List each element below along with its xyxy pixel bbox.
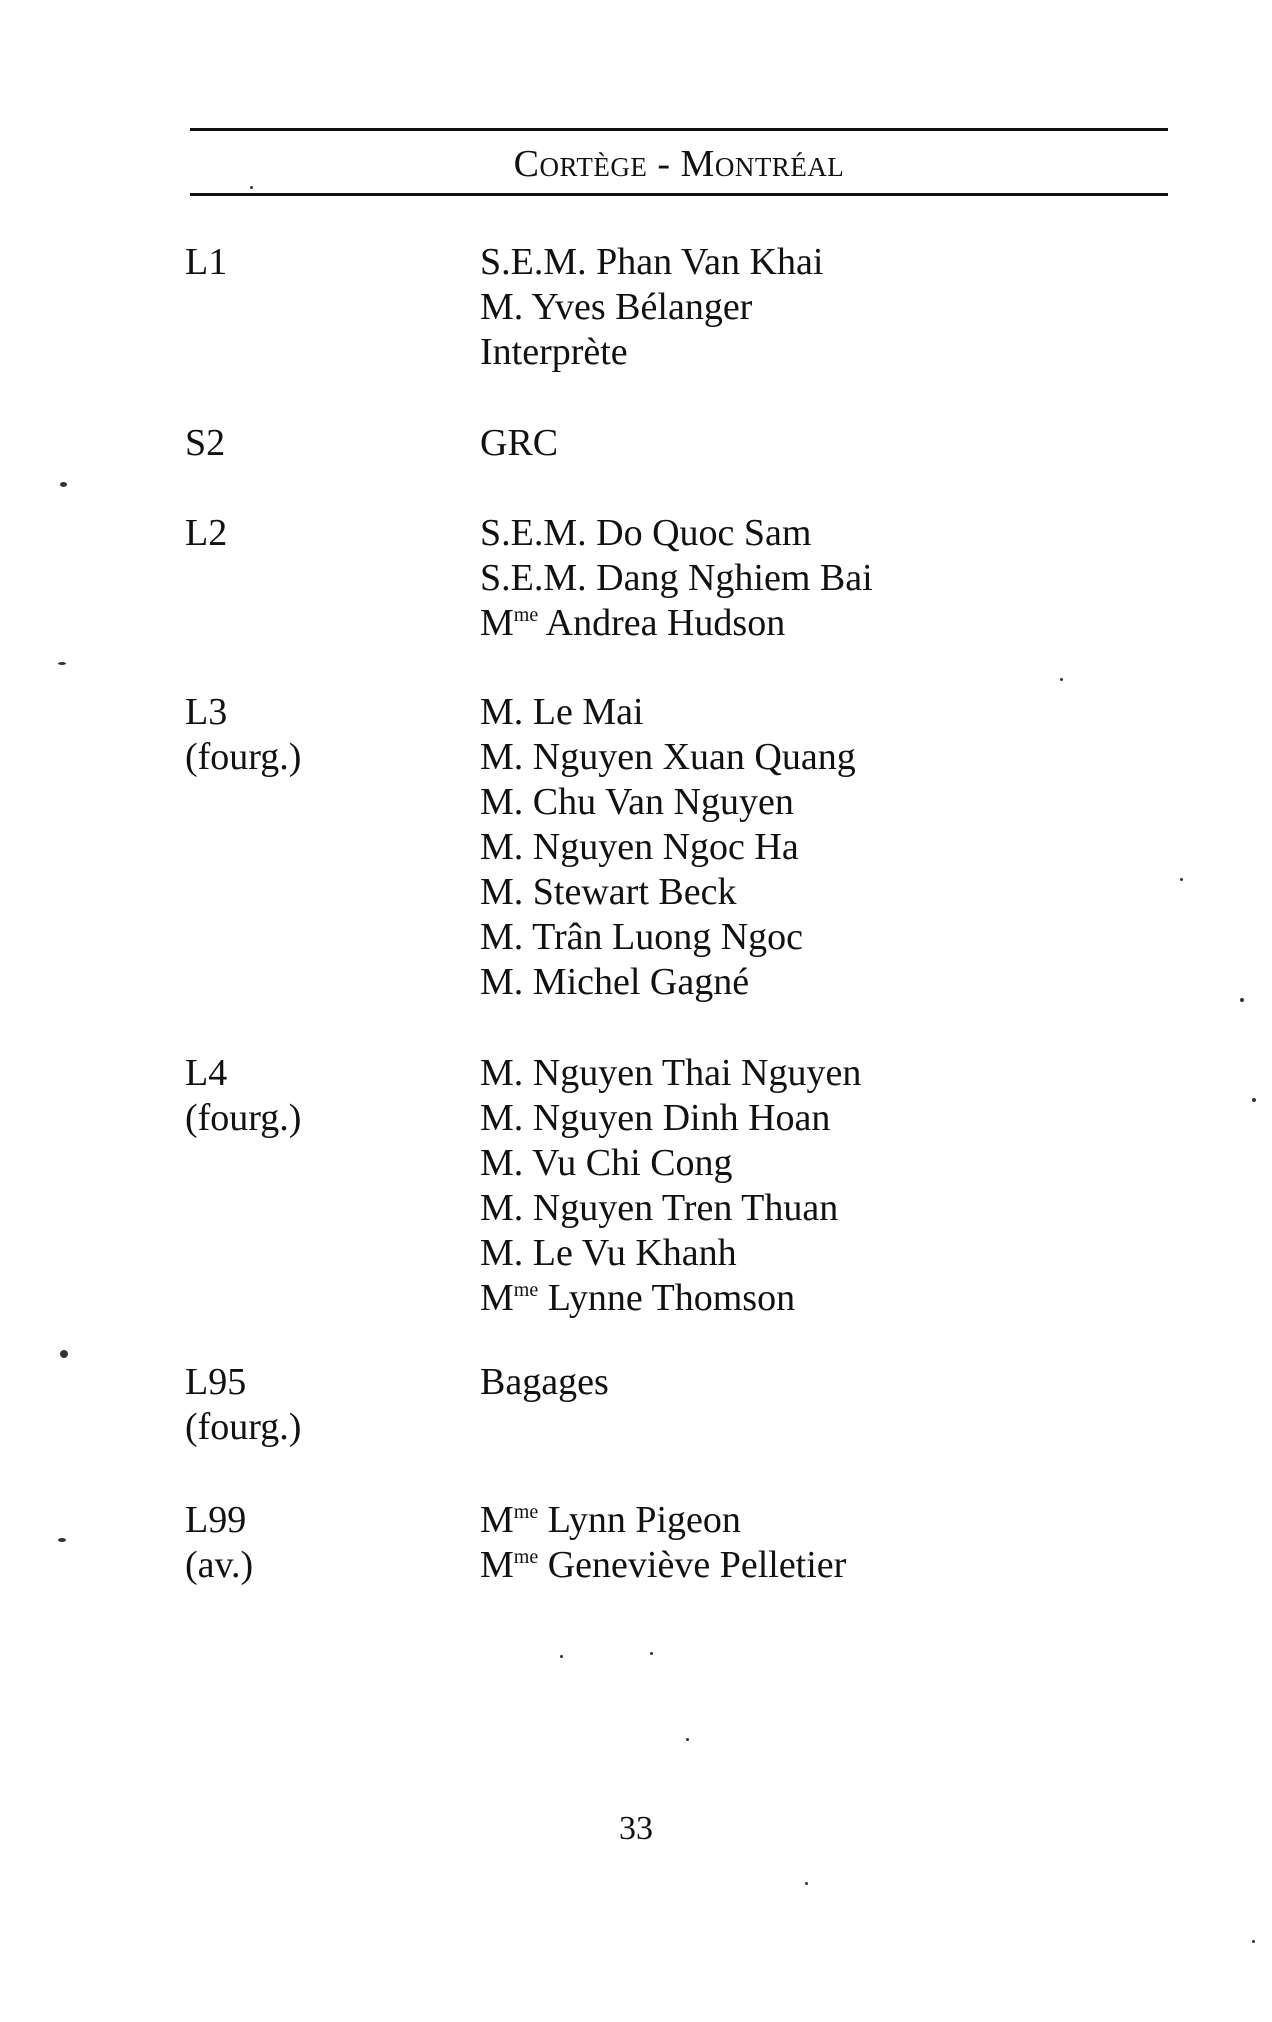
passenger-title: M. — [480, 1097, 524, 1139]
passenger-entry — [480, 1543, 1200, 1588]
passenger-entry — [480, 870, 1200, 915]
scan-speck — [805, 1882, 808, 1885]
scan-speck — [250, 186, 253, 189]
passenger-name: Trân Luong Ngoc — [532, 916, 804, 958]
passenger-list — [480, 1360, 1200, 1405]
vehicle-code — [185, 1498, 465, 1588]
passenger-title: M. — [480, 1142, 524, 1184]
passenger-name: Bagages — [480, 1361, 609, 1403]
passenger-entry — [480, 285, 1200, 330]
passenger-title: $M^{me}$ — [480, 1499, 539, 1541]
scan-speck — [1252, 1940, 1255, 1943]
passenger-name: Nguyen Dinh Hoan — [532, 1097, 831, 1139]
scan-speck — [58, 662, 66, 665]
passenger-title: M. — [480, 1052, 524, 1094]
passenger-title: M. — [480, 826, 524, 868]
passenger-entry — [480, 735, 1200, 780]
passenger-entry — [480, 825, 1200, 870]
scan-speck — [1252, 1098, 1256, 1102]
passenger-entry — [480, 1498, 1200, 1543]
passenger-entry — [480, 556, 1200, 601]
vehicle-type: (av.) — [185, 1544, 254, 1586]
vehicle-id: L95 — [185, 1361, 247, 1403]
vehicle-code — [185, 1360, 465, 1450]
passenger-list — [480, 511, 1200, 646]
passenger-entry — [480, 1276, 1200, 1321]
passenger-entry — [480, 960, 1200, 1005]
passenger-title: S.E.M. — [480, 512, 587, 554]
passenger-entry — [480, 1096, 1200, 1141]
passenger-title: M. — [480, 691, 524, 733]
passenger-entry — [480, 780, 1200, 825]
scan-speck — [1180, 878, 1183, 881]
passenger-title: M. — [480, 736, 524, 778]
scan-speck — [60, 1350, 68, 1358]
passenger-name: Geneviève Pelletier — [547, 1544, 847, 1586]
scan-speck — [560, 1655, 563, 1658]
passenger-entry — [480, 601, 1200, 646]
passenger-name: Lynne Thomson — [547, 1277, 796, 1319]
scan-speck — [686, 1738, 689, 1741]
scan-speck — [60, 482, 67, 487]
passenger-name: Stewart Beck — [532, 871, 737, 913]
passenger-name: Interprète — [480, 331, 628, 373]
passenger-name: Nguyen Xuan Quang — [532, 736, 856, 778]
passenger-name: Nguyen Ngoc Ha — [532, 826, 799, 868]
passenger-list — [480, 240, 1200, 375]
passenger-name: Andrea Hudson — [545, 602, 786, 644]
passenger-title: M. — [480, 961, 524, 1003]
vehicle-id: L99 — [185, 1499, 247, 1541]
passenger-entry — [480, 690, 1200, 735]
passenger-entry — [480, 330, 1200, 375]
page-heading: Cortège - Montréal — [513, 143, 845, 185]
passenger-entry — [480, 1141, 1200, 1186]
passenger-title: $M^{me}$ — [480, 1277, 539, 1319]
passenger-title: M. — [480, 1187, 524, 1229]
vehicle-id: L2 — [185, 512, 228, 554]
passenger-name: Chu Van Nguyen — [532, 781, 794, 823]
passenger-name: Lynn Pigeon — [547, 1499, 741, 1541]
scan-speck — [650, 1652, 653, 1655]
header-top-rule — [190, 128, 1168, 131]
passenger-title: $M^{me}$ — [480, 1544, 539, 1586]
scan-speck — [58, 1538, 66, 1542]
passenger-title: M. — [480, 1232, 524, 1274]
passenger-entry — [480, 240, 1200, 285]
passenger-title: $M^{me}$ — [480, 602, 539, 644]
passenger-name: Le Mai — [532, 691, 644, 733]
passenger-name: Nguyen Tren Thuan — [532, 1187, 839, 1229]
passenger-title: M. — [480, 781, 524, 823]
passenger-name: Yves Bélanger — [531, 286, 753, 328]
passenger-entry — [480, 1186, 1200, 1231]
vehicle-type: (fourg.) — [185, 1097, 302, 1139]
passenger-entry — [480, 511, 1200, 556]
vehicle-id: L3 — [185, 691, 228, 733]
passenger-entry — [480, 1231, 1200, 1276]
passenger-name: Nguyen Thai Nguyen — [532, 1052, 862, 1094]
vehicle-code — [185, 511, 465, 556]
vehicle-type: (fourg.) — [185, 736, 302, 778]
passenger-name: Phan Van Khai — [596, 241, 824, 283]
vehicle-code — [185, 421, 465, 466]
scan-speck — [1060, 678, 1063, 681]
passenger-title: M. — [480, 871, 524, 913]
vehicle-code — [185, 1051, 465, 1141]
vehicle-code — [185, 240, 465, 285]
vehicle-id: L4 — [185, 1052, 228, 1094]
scan-speck — [1240, 998, 1244, 1002]
passenger-title: M. — [480, 286, 524, 328]
vehicle-type: (fourg.) — [185, 1406, 302, 1448]
passenger-name: Vu Chi Cong — [532, 1142, 733, 1184]
vehicle-id: S2 — [185, 422, 226, 464]
passenger-list — [480, 1498, 1200, 1588]
passenger-list — [480, 421, 1200, 466]
passenger-entry — [480, 1360, 1200, 1405]
passenger-title: M. — [480, 916, 524, 958]
passenger-list — [480, 1051, 1200, 1321]
passenger-title: S.E.M. — [480, 557, 587, 599]
vehicle-id: L1 — [185, 241, 228, 283]
passenger-list — [480, 690, 1200, 1005]
passenger-name: GRC — [480, 422, 559, 464]
passenger-title: S.E.M. — [480, 241, 587, 283]
passenger-entry — [480, 421, 1200, 466]
page-number: 33 — [619, 1810, 653, 1847]
passenger-name: Do Quoc Sam — [596, 512, 812, 554]
vehicle-code — [185, 690, 465, 780]
passenger-entry — [480, 1051, 1200, 1096]
passenger-name: Michel Gagné — [532, 961, 750, 1003]
passenger-entry — [480, 915, 1200, 960]
header-bottom-rule — [190, 193, 1168, 196]
passenger-name: Le Vu Khanh — [532, 1232, 737, 1274]
passenger-name: Dang Nghiem Bai — [596, 557, 873, 599]
